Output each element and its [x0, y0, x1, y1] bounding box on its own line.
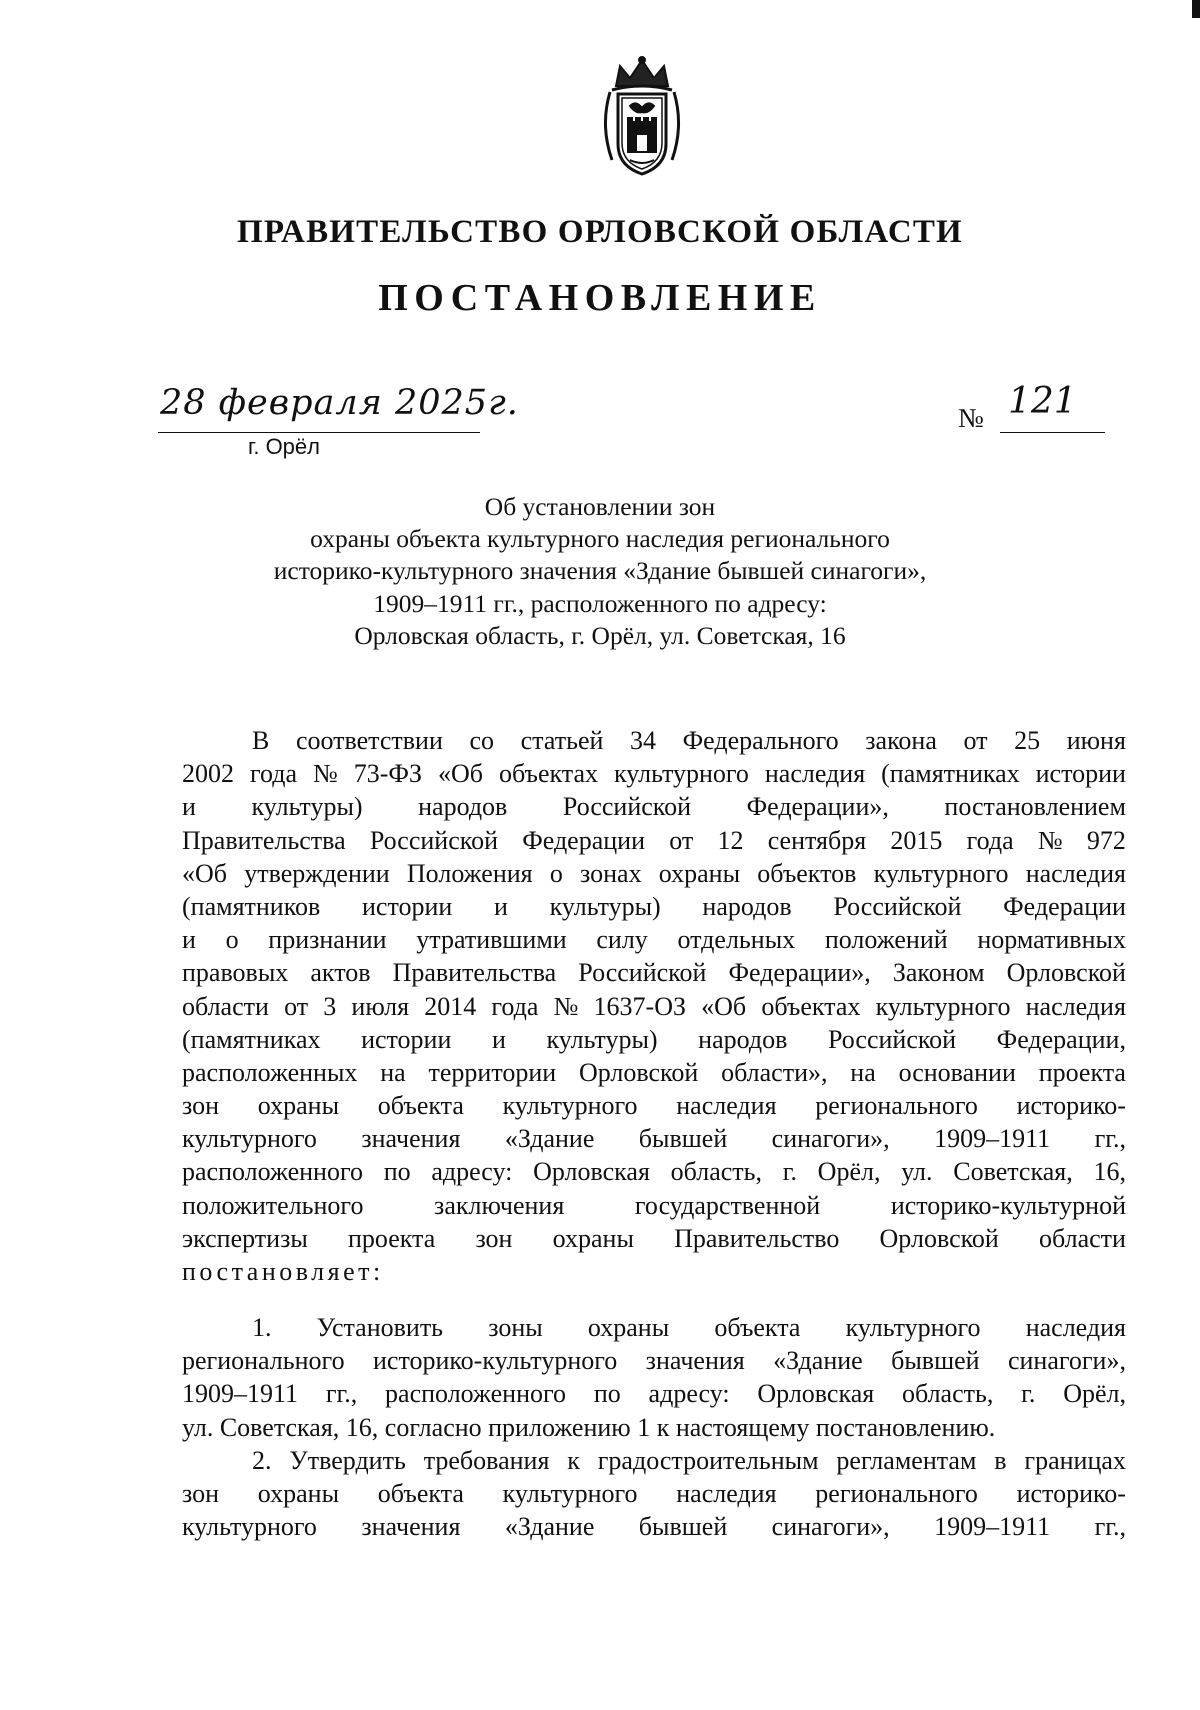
title-line: охраны объекта культурного наследия регионального	[310, 524, 890, 554]
preamble-line: области от 3 июля 2014 года № 1637-ОЗ «Об объектах культурного наследия	[182, 991, 1126, 1021]
number-underline	[1000, 432, 1105, 433]
preamble-line: зон охраны объекта культурного наследия регионального историко-	[182, 1091, 1126, 1121]
preamble-line: расположенных на территории Орловской области», на основании проекта	[182, 1057, 1126, 1087]
handwritten-number: 121	[1008, 381, 1077, 422]
preamble-line: «Об утверждении Положения о зонах охраны объектов культурного наследия	[182, 858, 1126, 888]
title-line: Орловская область, г. Орёл, ул. Советская, 16	[354, 620, 846, 650]
organization-name: ПРАВИТЕЛЬСТВО ОРЛОВСКОЙ ОБЛАСТИ	[237, 214, 963, 250]
document-type: ПОСТАНОВЛЕНИЕ	[378, 277, 822, 319]
preamble-line: 2002 года № 73-ФЗ «Об объектах культурного наследия (памятниках истории	[182, 759, 1126, 789]
preamble-line: экспертизы проекта зон охраны Правительство Орловской области	[182, 1223, 1126, 1253]
number-label: №	[958, 403, 984, 433]
document-title	[150, 491, 1050, 652]
preamble-line: положительного заключения государственной историко-культурной	[182, 1190, 1126, 1220]
preamble-line: расположенного по адресу: Орловская область, г. Орёл, ул. Советская, 16,	[182, 1157, 1126, 1187]
date-underline	[158, 432, 480, 433]
resolves-word: постановляет:	[182, 1257, 384, 1286]
coat-of-arms-icon	[596, 56, 688, 178]
title-line: историко-культурного значения «Здание бывшей синагоги»,	[273, 556, 927, 586]
city-label: г. Орёл	[248, 434, 320, 459]
point-2-line: зон охраны объекта культурного наследия регионального историко-	[182, 1478, 1126, 1508]
point-1-line: ул. Советская, 16, согласно приложению 1 к настоящему постановлению.	[182, 1412, 996, 1442]
point-1-line: 1. Установить зоны охраны объекта культурного наследия	[252, 1313, 1126, 1342]
preamble-line: Правительства Российской Федерации от 12 сентября 2015 года № 972	[182, 825, 1126, 855]
point-2-line: 2. Утвердить требования к градостроительным регламентам в границах	[252, 1445, 1126, 1475]
preamble-line: правовых актов Правительства Российской Федерации», Законом Орловской	[182, 958, 1126, 988]
preamble-paragraph	[182, 724, 1126, 1288]
point-1-line: 1909–1911 гг., расположенного по адресу: Орловская область, г. Орёл,	[182, 1379, 1126, 1409]
point-2-line: культурного значения «Здание бывшей синагоги», 1909–1911 гг.,	[182, 1512, 1126, 1542]
preamble-line: и культуры) народов Российской Федерации», постановлением	[182, 792, 1126, 822]
title-line: 1909–1911 гг., расположенного по адресу:	[373, 588, 827, 618]
scan-edge-mark	[1192, 0, 1200, 18]
resolution-points	[182, 1311, 1126, 1543]
preamble-line: культурного значения «Здание бывшей синагоги», 1909–1911 гг.,	[182, 1124, 1126, 1154]
title-line: Об установлении зон	[484, 492, 716, 521]
handwritten-date: 28 февраля 2025г.	[160, 383, 519, 423]
preamble-line: (памятников истории и культуры) народов Российской Федерации	[182, 891, 1126, 921]
point-1-line: регионального историко-культурного значения «Здание бывшей синагоги»,	[182, 1346, 1126, 1376]
preamble-line: и о признании утратившими силу отдельных положений нормативных	[182, 925, 1126, 955]
preamble-line: В соответствии со статьей 34 Федерального закона от 25 июня	[252, 726, 1126, 755]
preamble-line: (памятниках истории и культуры) народов Российской Федерации,	[182, 1024, 1126, 1054]
